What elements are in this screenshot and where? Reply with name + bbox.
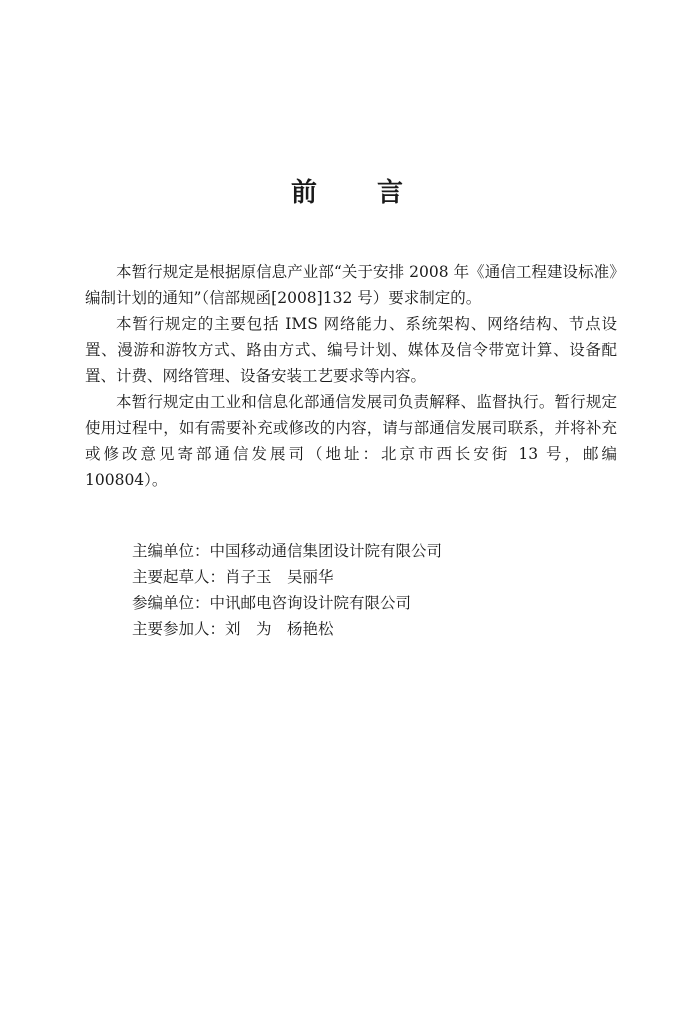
body-text: [85, 259, 617, 493]
paragraph-1: 本暂行规定是根据原信息产业部“关于安排 2008 年《通信工程建设标准》编制计划的通知”（信部规函[2008]132 号）要求制定的。: [85, 263, 617, 307]
page-title: [0, 172, 696, 209]
title-char-1: 前: [290, 178, 319, 208]
chief-editor-unit: 主编单位：中国移动通信集团设计院有限公司: [132, 542, 443, 560]
credits-block: [132, 538, 442, 642]
participating-unit: 参编单位：中讯邮电咨询设计院有限公司: [132, 594, 412, 612]
paragraph-2: 本暂行规定的主要包括 IMS 网络能力、系统架构、网络结构、节点设置、漫游和游牧方式、路由方式、编号计划、媒体及信令带宽计算、设备配置、计费、网络管理、设备安装工艺要求等内容。: [85, 315, 617, 385]
main-participants: 主要参加人：刘 为 杨艳松: [132, 620, 334, 638]
paragraph-3: 本暂行规定由工业和信息化部通信发展司负责解释、监督执行。暂行规定使用过程中，如有需要补充或修改的内容，请与部通信发展司联系，并将补充或修改意见寄部通信发展司（地址：北京市西长安街 13 号，邮编 100804）。: [85, 393, 617, 489]
main-drafters: 主要起草人：肖子玉 吴丽华: [132, 568, 334, 586]
title-char-2: 言: [377, 178, 406, 208]
